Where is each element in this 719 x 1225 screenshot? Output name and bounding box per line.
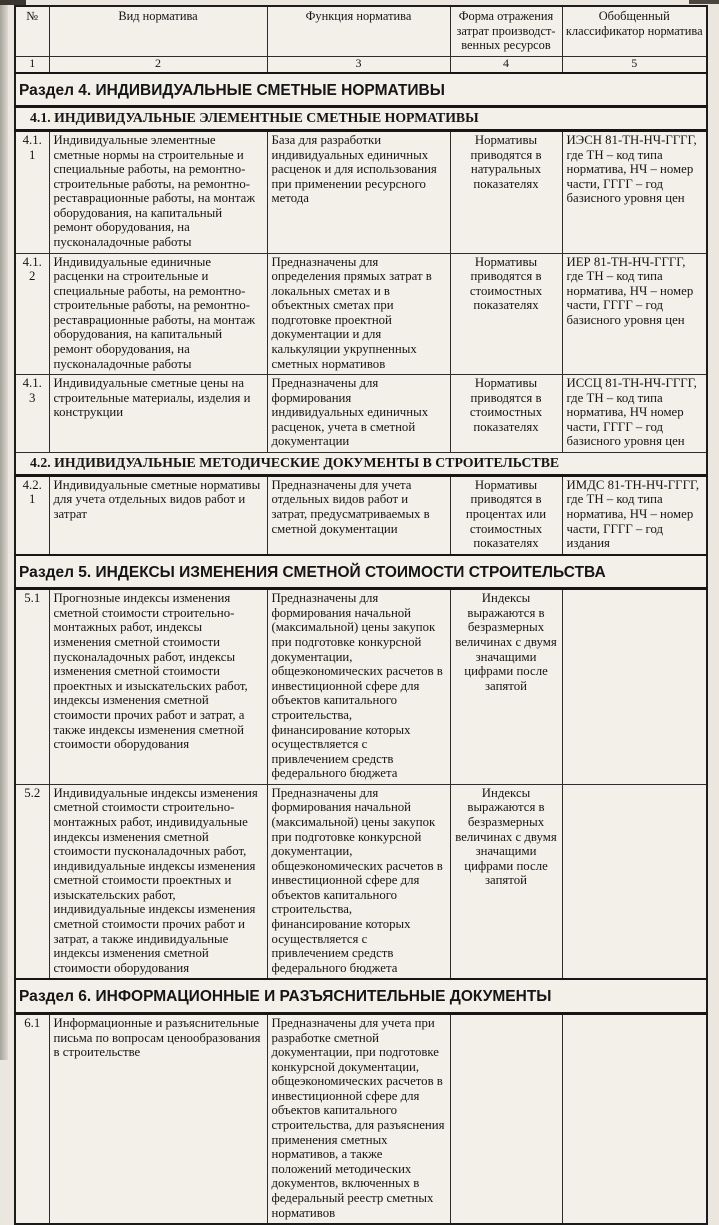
cell-classifier: ИЕР 81-ТН-НЧ-ГГГГ, где ТН – код типа норматива, НЧ – номер части, ГГГГ – год базисного уровня цен	[562, 253, 707, 375]
column-header-form: Форма отражения затрат производст-венных ресурсов	[450, 6, 562, 56]
cell-kind: Индивидуальные сметные цены на строительные материалы, изделия и конструкции	[49, 375, 267, 453]
cell-function: База для разработки индивидуальных единичных расценок и для использования при применении ресурсного метода	[267, 130, 450, 253]
cell-kind: Прогнозные индексы изменения сметной стоимости строительно-монтажных работ, индексы изменения сметной стоимости пусконаладочных работ, индексы изменения сметной стоимости проектных и изыскательских работ, индексы изменения сметной стоимости прочих работ и затрат, а также индексы изменения сметной стоимости оборудования	[49, 589, 267, 785]
column-header-kind: Вид норматива	[49, 6, 267, 56]
cell-kind: Индивидуальные индексы изменения сметной стоимости строительно-монтажных работ, индивидуальные индексы изменения сметной стоимости пусконаладочных работ, индивидуальные индексы изменения сметной стоимости проектных и изыскательских работ, индивидуальные индексы изменения сметной стоимости прочих работ и затрат, а также индивидуальные индексы изменения сметной стоимости оборудования	[49, 784, 267, 979]
cell-form: Нормативы приводятся в стоимостных показателях	[450, 375, 562, 453]
cell-kind: Индивидуальные единичные расценки на строительные и специальные работы, на ремонтно-строительные работы, на ремонтно-реставрационные работы, на монтаж оборудования, на капитальный ремонт оборудования, на пусконаладочные работы	[49, 253, 267, 375]
cell-classifier	[562, 1014, 707, 1225]
cell-number: 4.1.3	[15, 375, 49, 453]
column-header-number: №	[15, 6, 49, 56]
section-title: Раздел 4. ИНДИВИДУАЛЬНЫЕ СМЕТНЫЕ НОРМАТИВЫ	[15, 73, 707, 107]
column-header-function: Функция норматива	[267, 6, 450, 56]
subsection-title: 4.2. ИНДИВИДУАЛЬНЫЕ МЕТОДИЧЕСКИЕ ДОКУМЕНТЫ В СТРОИТЕЛЬСТВЕ	[15, 453, 707, 476]
cell-kind: Информационные и разъяснительные письма по вопросам ценообразования в строительстве	[49, 1014, 267, 1225]
subsection-header-4-2	[15, 453, 707, 476]
cell-form: Нормативы приводятся в процентах или стоимостных показателях	[450, 475, 562, 554]
subsection-header-4-1	[15, 107, 707, 131]
cell-number: 4.1.2	[15, 253, 49, 375]
cell-form: Индексы выражаются в безразмерных величинах с двумя значащими цифрами после запятой	[450, 589, 562, 785]
column-number: 5	[562, 56, 707, 72]
column-header-classifier: Обобщенный классификатор норматива	[562, 6, 707, 56]
column-number: 4	[450, 56, 562, 72]
cell-form: Индексы выражаются в безразмерных величинах с двумя значащими цифрами после запятой	[450, 784, 562, 979]
scan-artifact-top-right	[689, 0, 719, 4]
cell-classifier: ИМДС 81-ТН-НЧ-ГГГГ, где ТН – код типа норматива, НЧ – номер части, ГГГГ – год издания	[562, 475, 707, 554]
table-row	[15, 253, 707, 375]
table-header-row	[15, 6, 707, 56]
cell-function: Предназначены для учета при разработке сметной документации, при подготовке конкурсной документации, общеэкономических расчетов в инвестиционной сфере для объектов капитального строительства, для разъяснения применения сметных нормативов, а также положений методических документов, включенных в федеральный реестр сметных нормативов	[267, 1014, 450, 1225]
cell-function: Предназначены для определения прямых затрат в локальных сметах и в объектных сметах при подготовке проектной документации и для калькуляции укрупненных сметных нормативов	[267, 253, 450, 375]
section-header-5	[15, 555, 707, 589]
section-header-6	[15, 979, 707, 1013]
table-row	[15, 589, 707, 785]
column-number: 3	[267, 56, 450, 72]
cell-function: Предназначены для формирования индивидуальных единичных расценок, учета в сметной документации	[267, 375, 450, 453]
cell-classifier: ИССЦ 81-ТН-НЧ-ГГГГ, где ТН – код типа норматива, НЧ номер части, ГГГГ – год базисного уровня цен	[562, 375, 707, 453]
table-row	[15, 375, 707, 453]
cell-form: Нормативы приводятся в натуральных показателях	[450, 130, 562, 253]
section-header-4	[15, 73, 707, 107]
column-number: 2	[49, 56, 267, 72]
scan-edge-shadow	[0, 0, 8, 1060]
cell-classifier	[562, 784, 707, 979]
cell-kind: Индивидуальные сметные нормативы для учета отдельных видов работ и затрат	[49, 475, 267, 554]
cell-number: 6.1	[15, 1014, 49, 1225]
cell-classifier	[562, 589, 707, 785]
cell-number: 5.2	[15, 784, 49, 979]
cell-form	[450, 1014, 562, 1225]
section-title: Раздел 5. ИНДЕКСЫ ИЗМЕНЕНИЯ СМЕТНОЙ СТОИМОСТИ СТРОИТЕЛЬСТВА	[15, 555, 707, 589]
cell-function: Предназначены для учета отдельных видов работ и затрат, предусматриваемых в сметной документации	[267, 475, 450, 554]
subsection-title: 4.1. ИНДИВИДУАЛЬНЫЕ ЭЛЕМЕНТНЫЕ СМЕТНЫЕ НОРМАТИВЫ	[15, 107, 707, 131]
table-row	[15, 130, 707, 253]
cell-kind: Индивидуальные элементные сметные нормы на строительные и специальные работы, на ремонтно-строительные работы, на ремонтно-реставрационные работы, на монтаж оборудования, на капитальный ремонт оборудования, на пусконаладочные работы	[49, 130, 267, 253]
section-title: Раздел 6. ИНФОРМАЦИОННЫЕ И РАЗЪЯСНИТЕЛЬНЫЕ ДОКУМЕНТЫ	[15, 979, 707, 1013]
table-row	[15, 1014, 707, 1225]
normatives-table	[14, 5, 708, 1225]
cell-form: Нормативы приводятся в стоимостных показателях	[450, 253, 562, 375]
cell-function: Предназначены для формирования начальной (максимальной) цены закупок при подготовке конкурсной документации, общеэкономических расчетов в инвестиционной сфере для объектов капитального строительства, финансирование которых осуществляется с привлечением средств федерального бюджета	[267, 589, 450, 785]
column-number: 1	[15, 56, 49, 72]
table-row	[15, 784, 707, 979]
column-numbers-row	[15, 56, 707, 72]
cell-number: 4.1.1	[15, 130, 49, 253]
cell-function: Предназначены для формирования начальной (максимальной) цены закупок при подготовке конкурсной документации, общеэкономических расчетов в инвестиционной сфере для объектов капитального строительства, финансирование которых осуществляется с привлечением средств федерального бюджета	[267, 784, 450, 979]
table-row	[15, 475, 707, 554]
cell-number: 5.1	[15, 589, 49, 785]
cell-number: 4.2.1	[15, 475, 49, 554]
cell-classifier: ИЭСН 81-ТН-НЧ-ГГГГ, где ТН – код типа норматива, НЧ – номер части, ГГГГ – год базисного уровня цен	[562, 130, 707, 253]
